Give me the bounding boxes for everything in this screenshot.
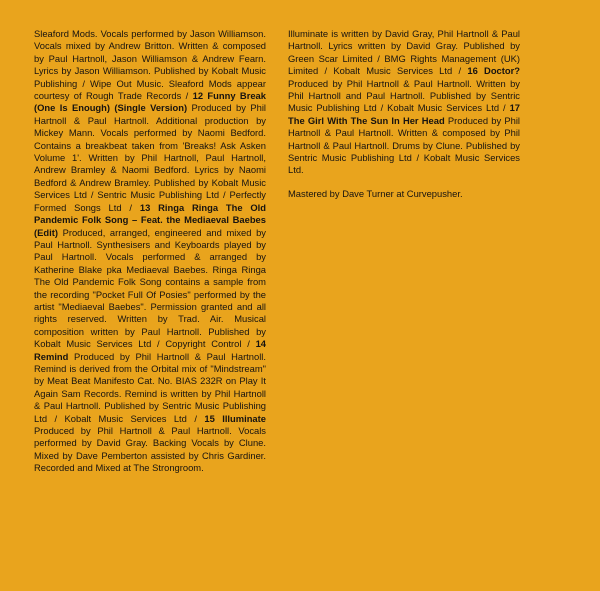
- credits-text-run-1: Sleaford Mods. Vocals performed by Jason Williamson. Vocals mixed by Andrew Britton. Written & composed by Paul Hartnoll, Jason Williamson & Andrew Fearn. Lyrics by Jason Williamson. Published by Kobalt Music Publishing / Wipe Out Music. Sleaford Mods appear courtesy of Rough Trade Records /: [34, 28, 266, 102]
- track-14-title: 14 Remind: [34, 338, 266, 362]
- credits-text-run-8: Produced by Phil Hartnoll & Paul Hartnoll. Written & composed by Phil Hartnoll & Paul Hartnoll. Drums by Clune. Published by Sentric Music Publishing Ltd / Kobalt Music Services Ltd.: [288, 114, 520, 176]
- credits-text-run-3: Produced, arranged, engineered and mixed by Paul Hartnoll. Synthesisers and Keyboards played by Paul Hartnoll. Vocals performed & arranged by Katherine Blake pka Mediaeval Baebes. Ringa Ringa The Old Pandemic Folk Song contains a sample from the recording "Pocket Full Of Posies" performed by the artist "Mediaeval Baebes". Permission granted and all rights reserved. Written by Trad. Air. Musical composition written by Paul Hartnoll. Published by Kobalt Music Services Ltd / Copyright Control /: [34, 226, 266, 350]
- left-column: [34, 28, 266, 475]
- track-16-title: 16 Doctor?: [467, 65, 520, 77]
- credits-text-run-4: Produced by Phil Hartnoll & Paul Hartnoll. Remind is derived from the Orbital mix of "Mindstream" by Meat Beat Manifesto Cat. No. BIAS 232R on Play It Again Sam Records. Remind is written by Phil Hartnoll & Paul Hartnoll. Published by Sentric Music Publishing Ltd / Kobalt Music Services Ltd /: [34, 350, 266, 424]
- credits-text-run-7: Produced by Phil Hartnoll & Paul Hartnoll. Written by Phil Hartnoll and Paul Hartnoll. Published by Sentric Music Publishing Ltd / Kobalt Music Services Ltd /: [288, 77, 520, 114]
- right-column-credits-paragraph: [288, 28, 520, 177]
- right-column: [288, 28, 520, 200]
- mastering-credit: Mastered by Dave Turner at Curvepusher.: [288, 187, 463, 199]
- credits-text-run-2: Produced by Phil Hartnoll & Paul Hartnoll. Additional production by Mickey Mann. Vocals performed by Naomi Bedford. Contains a breakbeat taken from 'Breaks! Ask Asken Volume 1'. Written by Phil Hartnoll, Paul Hartnoll, Andrew Bramley & Naomi Bedford. Lyrics by Naomi Bedford & Andrew Bramley. Published by Kobalt Music Services Ltd / Sentric Music Publishing Ltd / Perfectly Formed Songs Ltd /: [34, 102, 267, 213]
- left-column-credits-paragraph: [34, 28, 266, 475]
- credits-text-run-5: Produced by Phil Hartnoll & Paul Hartnoll. Vocals performed by David Gray. Backing Vocals by Clune. Mixed by Dave Pemberton assisted by Chris Gardiner. Recorded and Mixed at The Strongroom.: [34, 425, 266, 474]
- track-17-title: 17 The Girl With The Sun In Her Head: [288, 102, 520, 126]
- track-13-title: 13 Ringa Ringa The Old Pandemic Folk Song – Feat. the Mediaeval Baebes (Edit): [34, 201, 266, 238]
- credits-text-run-6: Illuminate is written by David Gray, Phil Hartnoll & Paul Hartnoll. Lyrics written by David Gray. Published by Green Scar Limited / BMG Rights Management (UK) Limited / Kobalt Music Services Ltd /: [288, 28, 520, 77]
- track-12-title: 12 Funny Break (One Is Enough) (Single Version): [34, 90, 266, 114]
- track-15-title: 15 Illuminate: [204, 412, 266, 424]
- text-columns: [34, 28, 570, 475]
